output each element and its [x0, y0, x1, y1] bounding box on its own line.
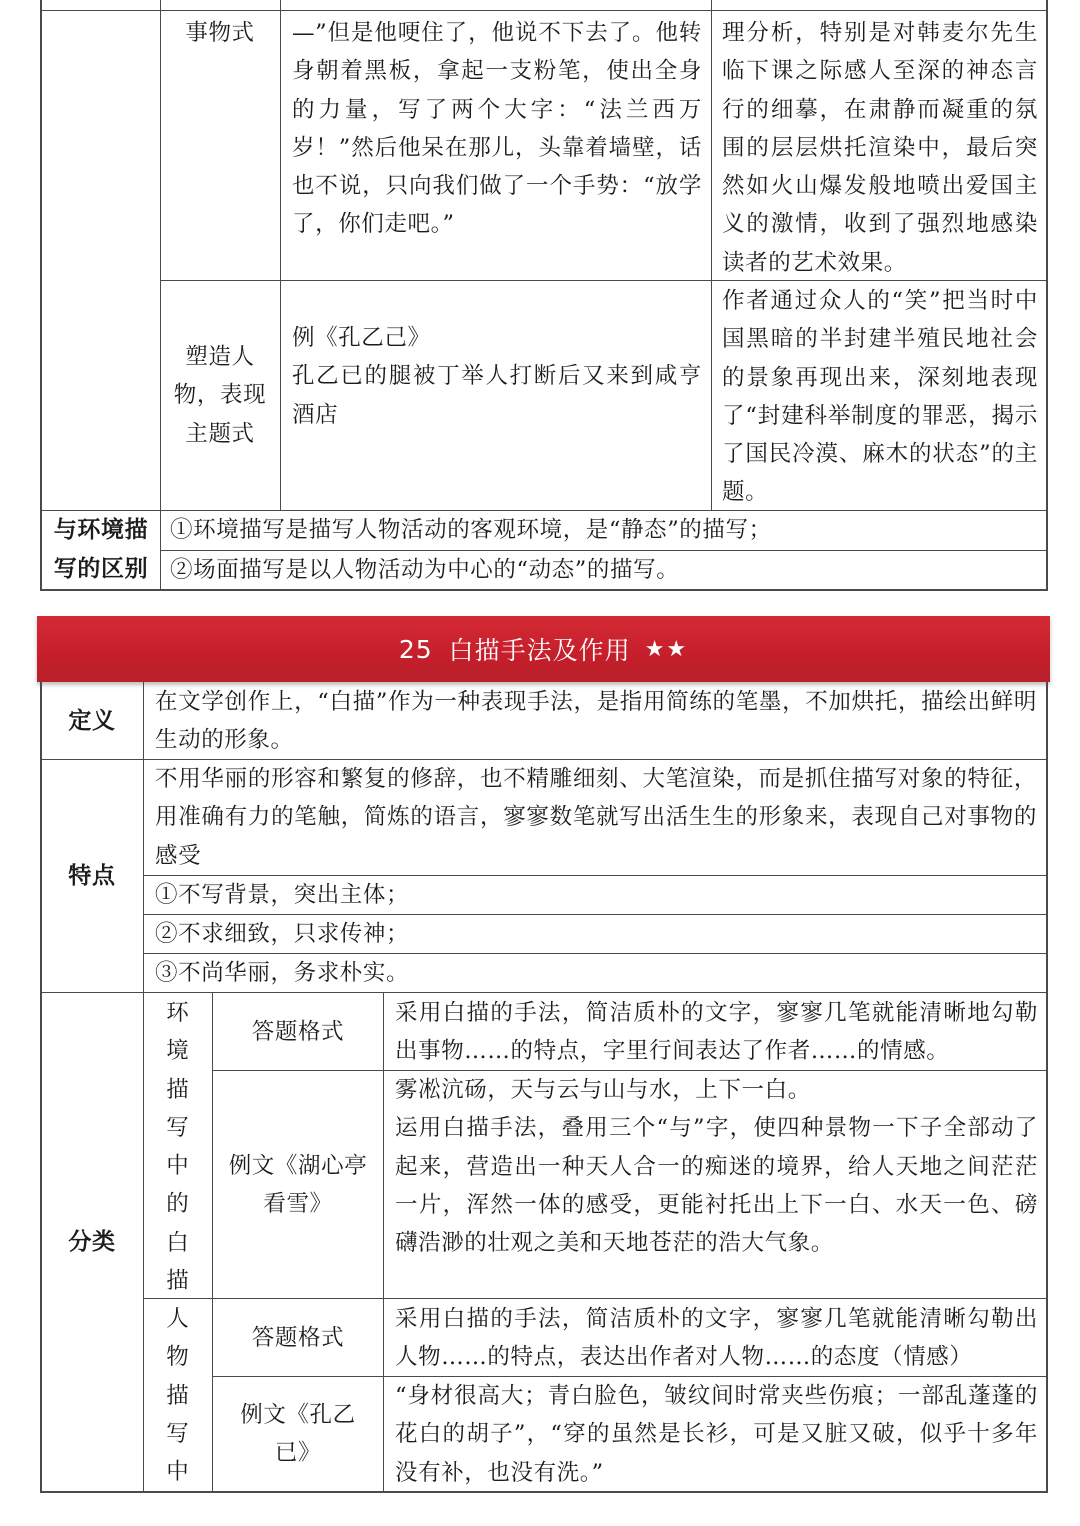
table-border: [1046, 682, 1048, 1492]
table-border: [143, 682, 144, 1492]
section-heading: 白描手法及作用: [448, 636, 631, 665]
diff-item: ①环境描写是描写人物活动的客观环境，是“静态”的描写；: [170, 517, 772, 543]
table-border: [212, 993, 213, 1492]
features-label: 特点: [68, 863, 116, 889]
type-cell: 塑造人物，表现主题式: [173, 344, 267, 447]
table-border: [383, 993, 384, 1492]
table-border: [40, 589, 1048, 591]
table-border: [40, 682, 42, 1492]
type-cell: 事物式: [185, 20, 255, 46]
table-border: [40, 10, 1048, 11]
diff-label: 与环境描写的区别: [53, 517, 149, 582]
table-border: [40, 0, 42, 590]
example-label: 例文《孔乙已》: [240, 1402, 356, 1467]
format-label: 答题格式: [251, 1325, 345, 1351]
effect-cell: 作者通过众人的“笑”把当时中国黑暗的半封建半殖民地社会的景象再现出来，深刻地表现了“封建科举制度的罪恶，揭示了国民冷漠、麻木的状态”的主题。: [722, 288, 1038, 506]
definition-label: 定义: [68, 708, 116, 734]
example-cell: —”但是他哽住了，他说不下去了。他转身朝着黑板，拿起一支粉笔，使出全身的力量，写了两个大字：“法兰西万岁！”然后他呆在那儿，头靠着墙壁，话也不说，只向我们做了一个手势：“放学了，你们走吧。”: [292, 20, 702, 238]
section-title: [37, 616, 1050, 682]
format-text: 采用白描的手法，简洁质朴的文字，寥寥几笔就能清晰地勾勒出事物……的特点，字里行间表达了作者……的情感。: [395, 1000, 1038, 1065]
diff-item: ②场面描写是以人物活动为中心的“动态”的描写。: [170, 557, 680, 583]
definition-text: 在文学创作上，“白描”作为一种表现手法，是指用简练的笔墨，不加烘托，描绘出鲜明生动的形象。: [155, 689, 1037, 754]
features-item: ③不尚华丽，务求朴实。: [155, 960, 410, 986]
example-text: 雾凇沆砀，天与云与山与水，上下一白。 运用白描手法，叠用三个“与”字，使四种景物一下子全部动了起来，营造出一种天人合一的痴迷的境界，给人天地之间茫茫一片，浑然一体的感受，更能衬托出上下一白、水天一色、磅礴浩渺的壮观之美和天地苍茫的浩大气象。: [395, 1077, 1038, 1257]
example-text: “身材很高大；青白脸色，皱纹间时常夹些伤痕；一部乱蓬蓬的花白的胡子”，“穿的虽然是长衫，可是又脏又破，似乎十多年没有补，也没有洗。”: [395, 1383, 1038, 1486]
table-border: [160, 0, 161, 590]
char-category-label: 人物描写中: [166, 1306, 189, 1486]
format-text: 采用白描的手法，简洁质朴的文字，寥寥几笔就能清晰勾勒出人物……的特点，表达出作者对人物……的态度（情感）: [395, 1306, 1038, 1371]
section-banner: [37, 616, 1050, 682]
format-label: 答题格式: [251, 1019, 345, 1045]
table-border: [1046, 0, 1048, 590]
features-text: 不用华丽的形容和繁复的修辞，也不精雕细刻、大笔渲染，而是抓住描写对象的特征，用准确有力的笔触，简炼的语言，寥寥数笔就写出活生生的形象来，表现自己对事物的感受: [155, 766, 1037, 869]
star-rating-icon: ★★: [644, 636, 689, 662]
classification-label: 分类: [68, 1229, 116, 1255]
env-category-label: 环境描写中的白描: [166, 1000, 189, 1295]
features-item: ②不求细致，只求传神；: [155, 921, 410, 947]
example-label: 例文《湖心亭看雪》: [228, 1153, 368, 1218]
table-border: [143, 1298, 1048, 1299]
features-item: ①不写背景，突出主体；: [155, 882, 410, 908]
table-border: [711, 0, 712, 510]
effect-cell: 理分析，特别是对韩麦尔先生临下课之际感人至深的神态言行的细摹，在肃静而凝重的氛围的层层烘托渲染中，最后突然如火山爆发般地喷出爱国主义的激情，收到了强烈地感染读者的艺术效果。: [722, 20, 1038, 276]
example-cell: 例《孔乙己》 孔乙已的腿被丁举人打断后又来到咸亨酒店: [292, 325, 702, 428]
section-number: 25: [398, 634, 433, 664]
table-border: [280, 0, 281, 510]
